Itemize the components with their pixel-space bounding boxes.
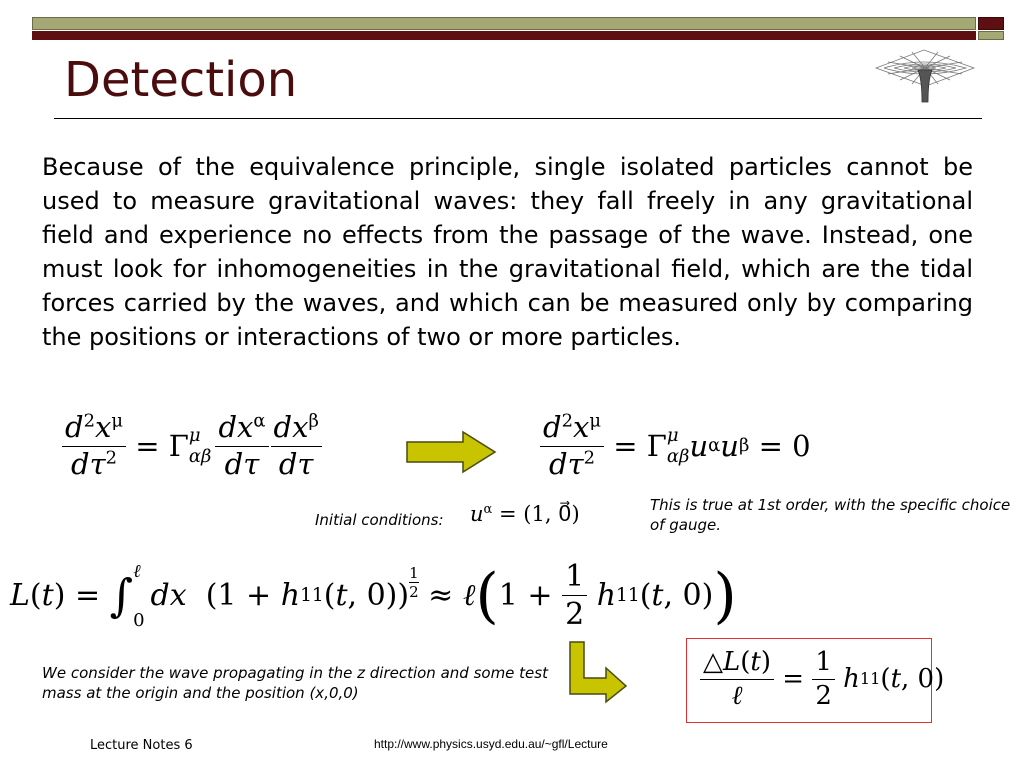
wave-direction-note: We consider the wave propagating in the z direction and some test mass at the origin and the position (x,0,0) <box>42 664 548 702</box>
right-arrow-icon <box>405 430 497 474</box>
body-paragraph: Because of the equivalence principle, single isolated particles cannot be used to measure gravitational waves: they fall freely in any gravitational field and experience no effects from the passage of the wave. Instead, one must look for inhomogeneities in the gravitational field, which are the tidal forces carried by the waves, and which can be measured only by comparing the positions or interactions of two or more particles. <box>42 153 973 351</box>
initial-conditions-equation: $u^\alpha = (1$, 0⃗) <box>470 502 580 526</box>
proper-length-equation: L ( t ) = ∫ ℓ 0 dx (1 + h 11 ( t , 0)) $\frac{1}{2}$ ≈ ℓ ( 1 + $\frac{1}{2}$ h 11 ( t , 0) ) <box>10 559 737 632</box>
footer-url[interactable]: http://www.physics.usyd.edu.au/~gfl/Lecture <box>374 737 608 751</box>
gauge-note: This is true at 1st order, with the specific choice of gauge. <box>650 496 1011 534</box>
footer-lecture-label: Lecture Notes 6 <box>90 738 193 753</box>
title-rule <box>54 118 982 119</box>
header-bar-dark <box>32 31 976 40</box>
down-right-arrow-icon <box>568 640 628 704</box>
slide-title: Detection <box>64 52 298 108</box>
header-square-olive <box>978 31 1004 40</box>
header-bar-olive <box>32 17 976 30</box>
geodesic-equation-simplified: $\frac{d^2x^\mu}{d\tau^2}$ = Γ μ αβ u α u β = 0 <box>540 412 811 481</box>
strain-result-equation: $\frac{\triangle L(t)}{\text{ℓ}}$ = $\frac{1}{2}$ h 11 ( t , 0) <box>700 648 944 710</box>
header-square-dark <box>978 17 1004 30</box>
funnel-spacetime-icon <box>872 46 978 108</box>
geodesic-equation: $\frac{d^2x^\mu}{d\tau^2}$ = Γ μ αβ $\frac{dx^\alpha}{d\tau}$ $\frac{dx^\beta}{d\tau}$ <box>62 412 322 481</box>
initial-conditions-label: Initial conditions: <box>315 511 444 529</box>
